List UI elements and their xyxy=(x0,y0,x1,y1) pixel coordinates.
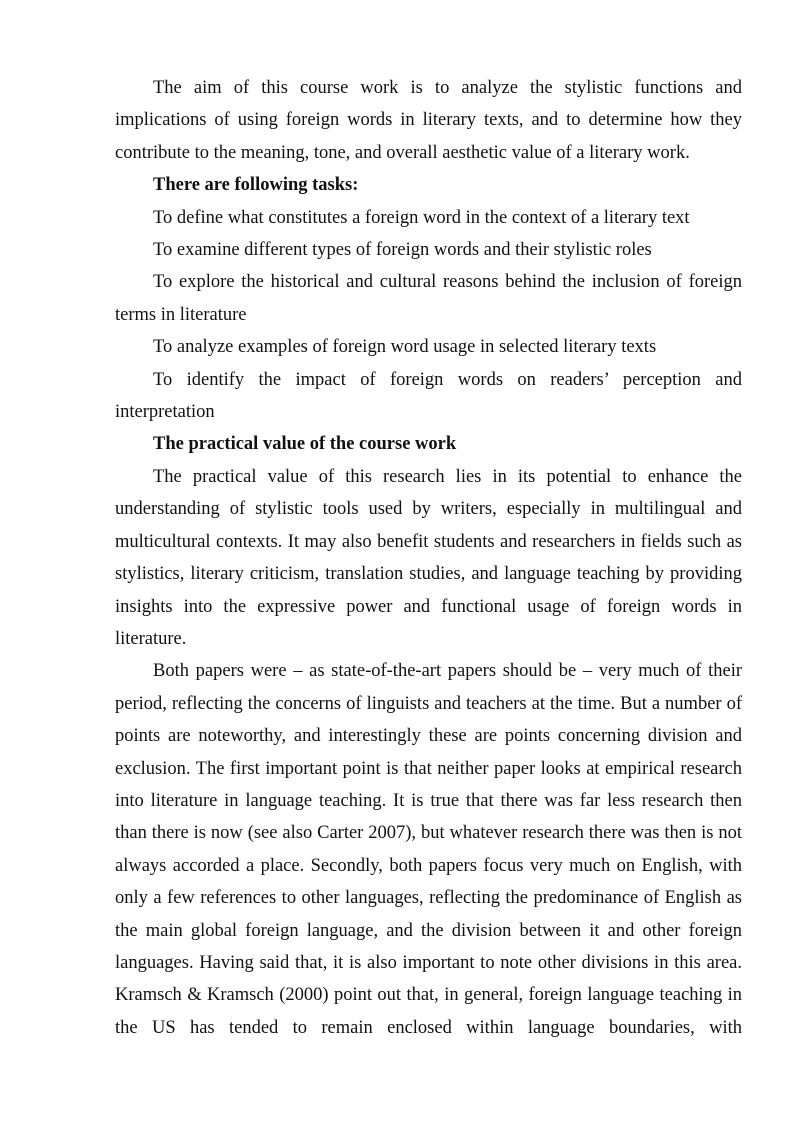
document-page xyxy=(115,72,742,1044)
task-item: To examine different types of foreign words and their stylistic roles xyxy=(153,240,652,261)
papers-paragraph: Both papers were – as state-of-the-art papers should be – very much of their period, reflecting the concerns of linguists and teachers at the time. But a number of points are noteworthy, and interestingly these are points concerning division and exclusion. The first important point is that neither paper looks at empirical research into literature in language teaching. It is true that there was far less research then than there is now (see also Carter 2007), but whatever research there was then is not always accorded a place. Secondly, both papers focus very much on English, with only a few references to other languages, reflecting the predominance of English as the main global foreign language, and the division between it and other foreign languages. Having said that, it is also important to note other divisions in this area. Kramsch & Kramsch (2000) point out that, in general, foreign language teaching in the US has tended to remain enclosed within language boundaries, with xyxy=(115,661,742,1038)
task-item: To identify the impact of foreign words on readers’ perception and interpretation xyxy=(115,369,742,423)
task-item: To explore the historical and cultural reasons behind the inclusion of foreign terms in literature xyxy=(115,272,742,325)
practical-value-heading: The practical value of the course work xyxy=(153,434,457,455)
task-item: To define what constitutes a foreign word in the context of a literary text xyxy=(153,207,690,228)
aim-paragraph: The aim of this course work is to analyze the stylistic functions and implications of using foreign words in literary texts, and to determine how they contribute to the meaning, tone, and overall aesthetic value of a literary work. xyxy=(115,78,742,163)
task-item: To analyze examples of foreign word usage in selected literary texts xyxy=(153,337,657,358)
practical-value-paragraph: The practical value of this research lies in its potential to enhance the understanding of stylistic tools used by writers, especially in multilingual and multicultural contexts. It may also benefit students and researchers in fields such as stylistics, literary criticism, translation studies, and language teaching by providing insights into the expressive power and functional usage of foreign words in literature. xyxy=(115,466,742,649)
tasks-heading: There are following tasks: xyxy=(153,175,359,196)
